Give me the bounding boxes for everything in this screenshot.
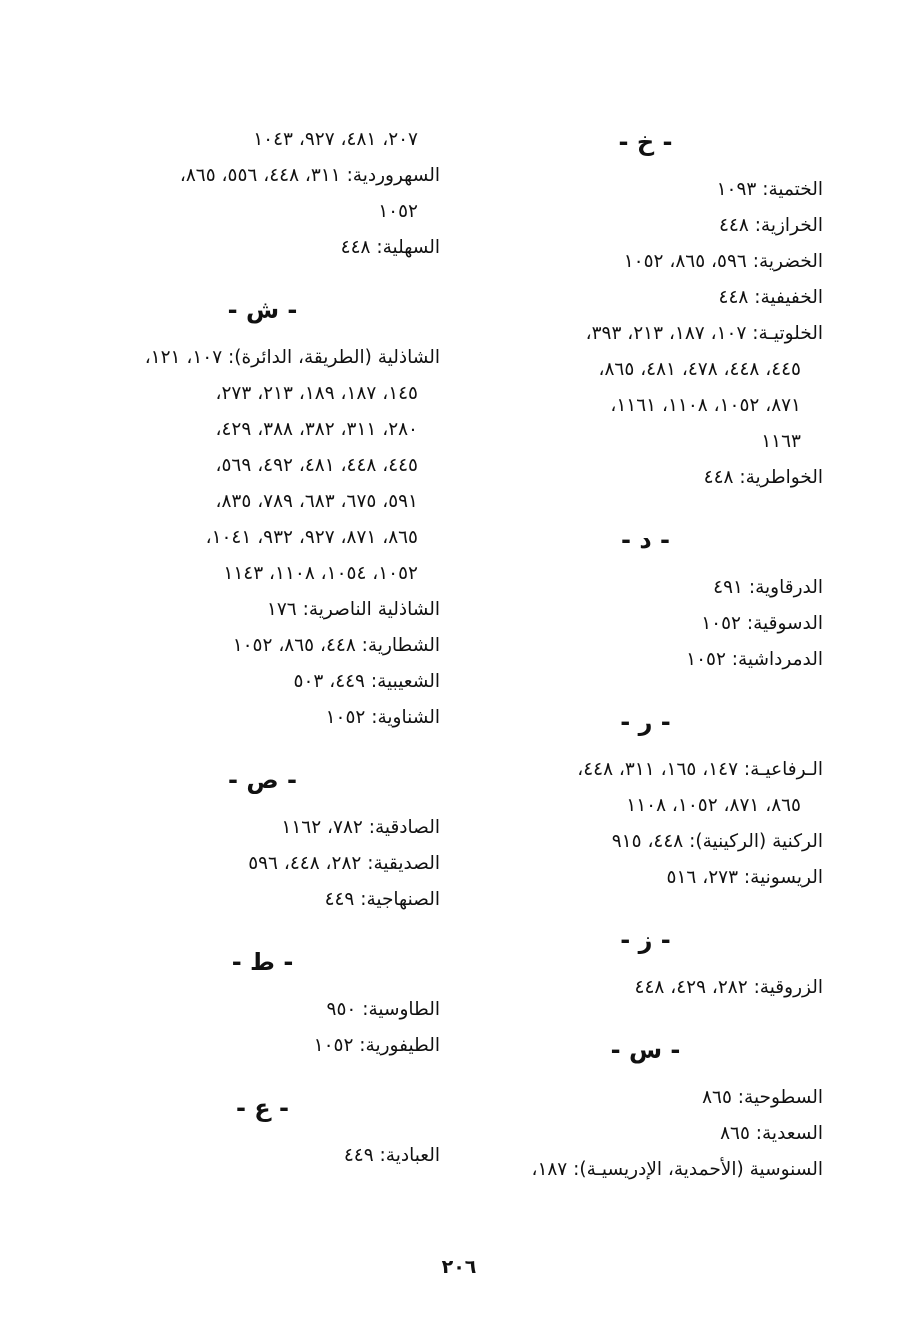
index-entry: الشاذلية الناصرية: ١٧٦ (266, 599, 440, 620)
index-entry-continuation: ١١٦٣ (761, 431, 801, 452)
index-entry: الصنهاجية: ٤٤٩ (324, 889, 440, 910)
index-entry: الدمرداشية: ١٠٥٢ (686, 649, 823, 670)
index-entry-continuation: ٤٤٥، ٤٤٨، ٤٧٨، ٤٨١، ٨٦٥، (598, 359, 801, 380)
section-letter-heading: - ز - (620, 926, 671, 954)
index-entry-continuation: ٨٦٥، ٨٧١، ١٠٥٢، ١١٠٨ (626, 795, 801, 816)
index-entry-continuation: ١٤٥، ١٨٧، ١٨٩، ٢١٣، ٢٧٣، (215, 383, 418, 404)
index-entry-continuation: ٨٧١، ١٠٥٢، ١١٠٨، ١١٦١، (610, 395, 801, 416)
index-entry: الخواطرية: ٤٤٨ (703, 467, 823, 488)
index-entry-continuation: ٢٨٠، ٣١١، ٣٨٢، ٣٨٨، ٤٢٩، (215, 419, 418, 440)
index-entry: الخرازية: ٤٤٨ (719, 215, 823, 236)
index-entry: الخلوتيـة: ١٠٧، ١٨٧، ٢١٣، ٣٩٣، (585, 323, 823, 344)
index-entry: الختمية: ١٠٩٣ (716, 179, 823, 200)
index-entry: العبادية: ٤٤٩ (343, 1145, 440, 1166)
index-entry-continuation: ٢٠٧، ٤٨١، ٩٢٧، ١٠٤٣ (253, 129, 418, 150)
section-letter-heading: - ط - (231, 948, 294, 976)
index-entry: الدسوقية: ١٠٥٢ (701, 613, 823, 634)
index-entry: الريسونية: ٢٧٣، ٥١٦ (666, 867, 823, 888)
index-column-right (468, 122, 823, 1188)
index-entry: الصادقية: ٧٨٢، ١١٦٢ (281, 817, 440, 838)
index-entry: الركنية (الركينية): ٤٤٨، ٩١٥ (611, 831, 823, 852)
index-entry-continuation: ٤٤٥، ٤٤٨، ٤٨١، ٤٩٢، ٥٦٩، (215, 455, 418, 476)
section-letter-heading: - د - (621, 526, 670, 554)
index-entry: الطيفورية: ١٠٥٢ (313, 1035, 440, 1056)
index-entry: الشعيبية: ٤٤٩، ٥٠٣ (293, 671, 440, 692)
page-number: ٢٠٦ (441, 1256, 477, 1278)
section-letter-heading: - خ - (618, 128, 673, 156)
index-entry: الشناوية: ١٠٥٢ (325, 707, 440, 728)
index-entry: الـرفاعيـة: ١٤٧، ١٦٥، ٣١١، ٤٤٨، (577, 759, 823, 780)
index-entry-continuation: ٥٩١، ٦٧٥، ٦٨٣، ٧٨٩، ٨٣٥، (215, 491, 418, 512)
index-entry: السطوحية: ٨٦٥ (702, 1087, 823, 1108)
index-entry-continuation: ١٠٥٢ (378, 201, 418, 222)
section-letter-heading: - ش - (227, 296, 298, 324)
section-letter-heading: - ص - (228, 766, 297, 794)
index-entry: الشطارية: ٤٤٨، ٨٦٥، ١٠٥٢ (232, 635, 440, 656)
index-entry: الطاوسية: ٩٥٠ (326, 999, 440, 1020)
section-letter-heading: - ر - (620, 708, 671, 736)
index-entry: السهروردية: ٣١١، ٤٤٨، ٥٥٦، ٨٦٥، (179, 165, 440, 186)
index-entry: السعدية: ٨٦٥ (720, 1123, 823, 1144)
index-entry: الزروقية: ٢٨٢، ٤٢٩، ٤٤٨ (634, 977, 823, 998)
index-entry: الخفيفية: ٤٤٨ (718, 287, 823, 308)
section-letter-heading: - ع - (235, 1094, 290, 1122)
index-entry-continuation: ٨٦٥، ٨٧١، ٩٢٧، ٩٣٢، ١٠٤١، (205, 527, 418, 548)
section-letter-heading: - س - (610, 1036, 681, 1064)
index-entry: السنوسية (الأحمدية، الإدريسيـة): ١٨٧، (531, 1159, 823, 1180)
index-entry: السهلية: ٤٤٨ (340, 237, 440, 258)
index-entry: الخضرية: ٥٩٦، ٨٦٥، ١٠٥٢ (623, 251, 823, 272)
index-entry: الدرقاوية: ٤٩١ (713, 577, 823, 598)
index-column-left (85, 122, 440, 1174)
index-entry-continuation: ١٠٥٢، ١٠٥٤، ١١٠٨، ١١٤٣ (223, 563, 418, 584)
index-entry: الصديقية: ٢٨٢، ٤٤٨، ٥٩٦ (248, 853, 440, 874)
index-entry: الشاذلية (الطريقة، الدائرة): ١٠٧، ١٢١، (144, 347, 440, 368)
